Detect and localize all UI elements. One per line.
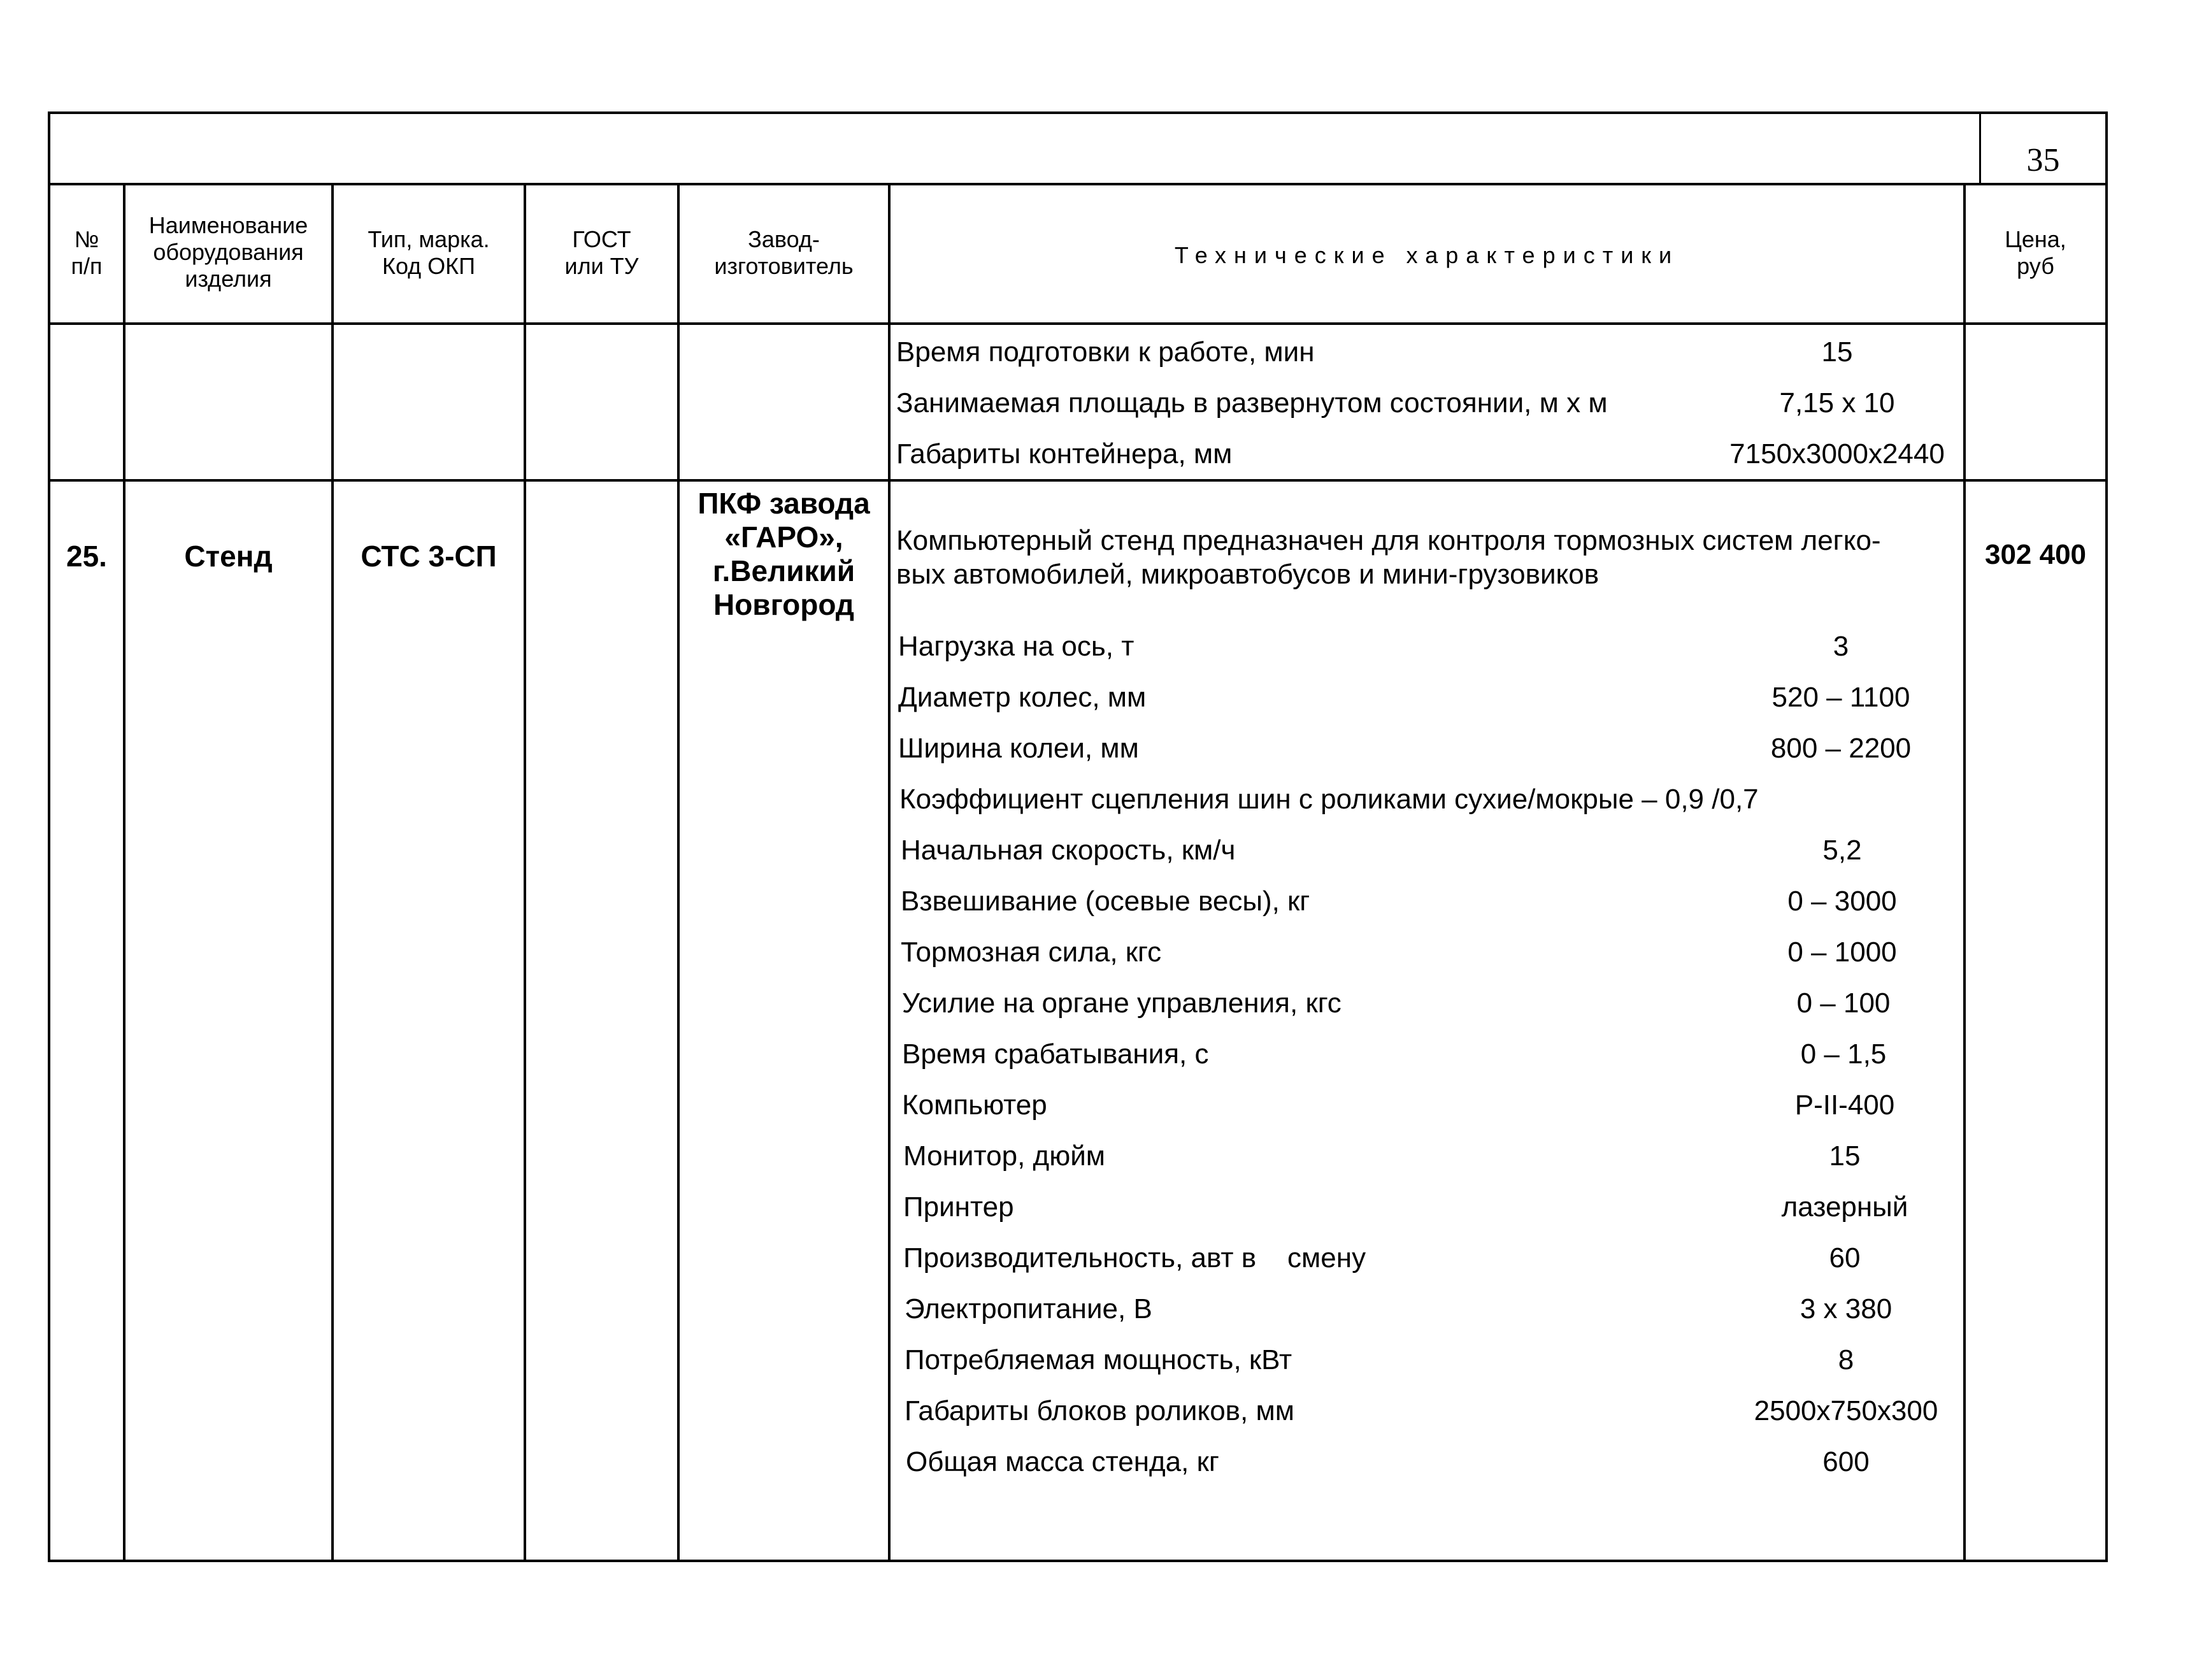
spec-label: Габариты контейнера, мм: [896, 438, 1233, 470]
spec-value: 8: [1838, 1344, 1854, 1375]
item-num: 25.: [66, 540, 107, 573]
spec-label: Коэффициент сцепления шин с роликами сухие/мокрые – 0,9 /0,7: [899, 784, 1759, 815]
spec-value: 5,2: [1822, 835, 1862, 866]
header-top-rule: [48, 183, 2107, 185]
item-price: 302 400: [1984, 539, 2087, 570]
spec-value: 0 – 1000: [1787, 937, 1897, 968]
header-specs: Технические характеристики: [1174, 242, 1680, 268]
row-separator: [48, 479, 2107, 482]
spec-value: 520 – 1100: [1771, 682, 1910, 713]
item-maker: ПКФ завода «ГАРО», г.Великий Новгород: [698, 487, 870, 621]
spec-value: 7150х3000х2440: [1729, 438, 1945, 470]
spec-label: Потребляемая мощность, кВт: [905, 1344, 1292, 1375]
spec-label: Общая масса стенда, кг: [906, 1446, 1219, 1477]
spec-value: 800 – 2200: [1770, 733, 1912, 764]
spec-label: Усилие на органе управления, кгс: [902, 987, 1342, 1019]
header-name: Наименование оборудования изделия: [148, 212, 308, 292]
item-type: СТС 3-СП: [361, 540, 497, 573]
spec-label: Габариты блоков роликов, мм: [905, 1395, 1294, 1426]
spec-label: Компьютер: [902, 1089, 1047, 1121]
frame-right: [2105, 111, 2108, 1562]
spec-label: Время подготовки к работе, мин: [896, 336, 1315, 368]
spec-label: Взвешивание (осевые весы), кг: [901, 886, 1310, 917]
spec-value: 0 – 1,5: [1800, 1038, 1887, 1070]
col-divider-2: [331, 183, 334, 1562]
page-number: 35: [2026, 142, 2060, 178]
item-name: Стенд: [184, 540, 273, 573]
spec-value: 60: [1829, 1242, 1861, 1274]
spec-label: Электропитание, В: [905, 1293, 1152, 1325]
spec-value: P-II-400: [1794, 1089, 1895, 1121]
col-divider-5: [888, 183, 891, 1562]
frame-left: [48, 111, 50, 1562]
spec-value: 2500х750х300: [1754, 1395, 1938, 1426]
header-type: Тип, марка. Код ОКП: [368, 226, 490, 279]
spec-value: 0 – 100: [1796, 987, 1891, 1019]
spec-label: Принтер: [903, 1191, 1014, 1223]
header-price: Цена, руб: [2005, 226, 2066, 279]
spec-value: 600: [1822, 1446, 1870, 1477]
spec-label: Тормозная сила, кгс: [901, 937, 1162, 968]
spec-value: 15: [1821, 336, 1853, 368]
spec-label: Диаметр колес, мм: [898, 682, 1147, 713]
frame-bottom: [48, 1560, 2108, 1562]
spec-value: 15: [1829, 1140, 1861, 1172]
spec-value: 3 х 380: [1800, 1293, 1893, 1325]
header-gost: ГОСТ или ТУ: [564, 226, 639, 279]
header-num: № п/п: [71, 226, 103, 279]
spec-label: Время срабатывания, с: [902, 1038, 1209, 1070]
col-divider-3: [524, 183, 526, 1562]
col-divider-1: [123, 183, 125, 1562]
frame-top: [48, 111, 2107, 114]
col-divider-4: [677, 183, 680, 1562]
spec-label: Ширина колеи, мм: [898, 733, 1139, 764]
header-maker: Завод- изготовитель: [714, 226, 854, 279]
spec-value: лазерный: [1781, 1191, 1908, 1223]
spec-label: Нагрузка на ось, т: [898, 631, 1134, 662]
item-description: Компьютерный стенд предназначен для контроля тормозных систем легко- вых автомобилей, микроавтобусов и мини-грузовиков: [896, 525, 1881, 590]
spec-value: 0 – 3000: [1787, 886, 1897, 917]
spec-label: Монитор, дюйм: [903, 1140, 1106, 1172]
spec-label: Производительность, авт в смену: [903, 1242, 1366, 1274]
spec-value: 7,15 х 10: [1779, 387, 1895, 419]
spec-label: Начальная скорость, км/ч: [901, 835, 1236, 866]
header-bottom-rule: [48, 322, 2107, 325]
spec-value: 3: [1833, 631, 1849, 662]
spec-label: Занимаемая площадь в развернутом состоянии, м х м: [896, 387, 1608, 419]
